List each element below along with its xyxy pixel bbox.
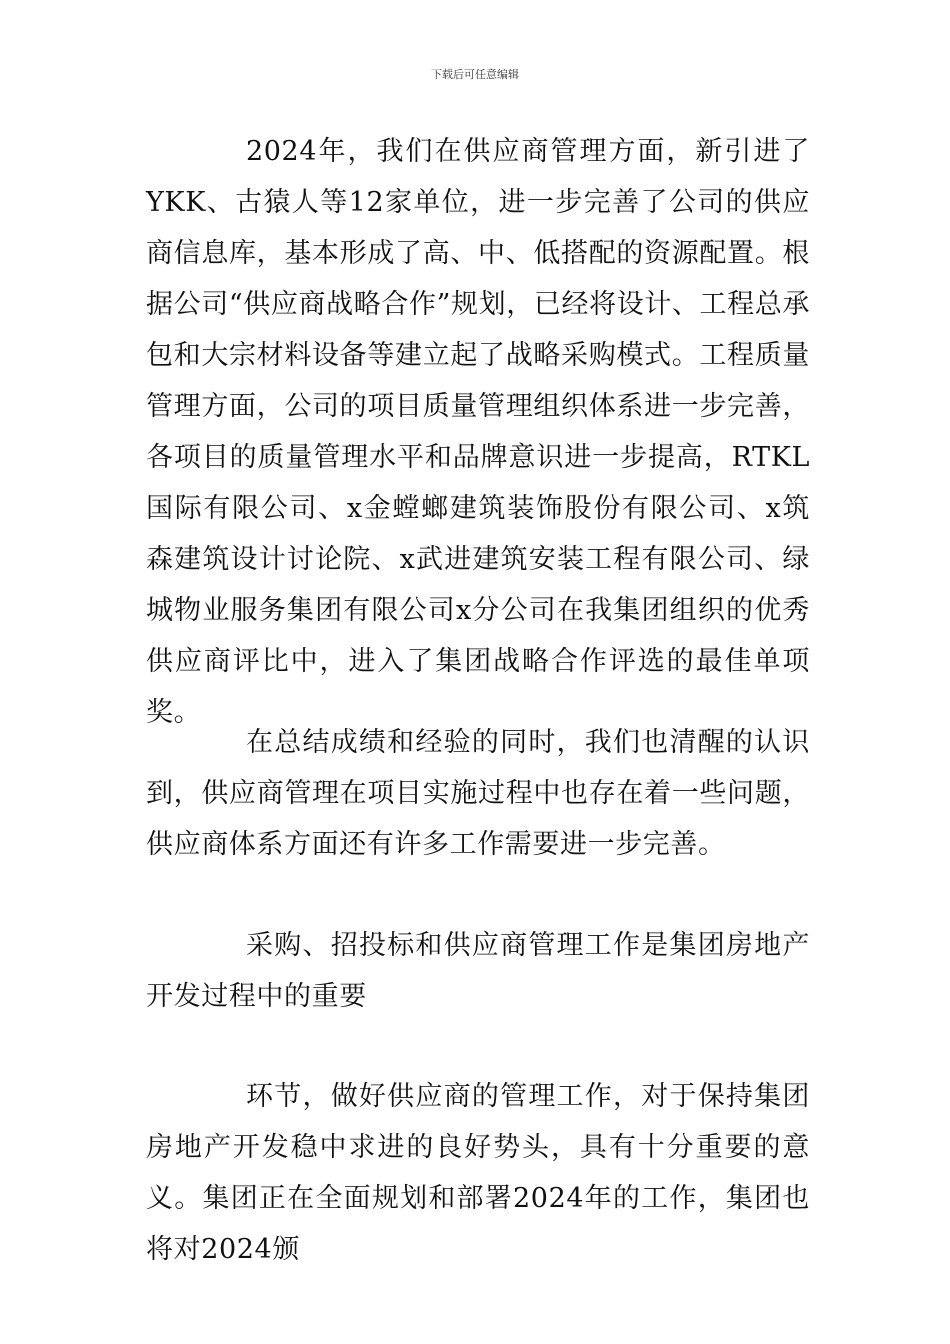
paragraph: 在总结成绩和经验的同时，我们也清醒的认识到，供应商管理在项目实施过程中也存在着一些问题，供应商体系方面还有许多工作需要进一步完善。: [146, 727, 810, 860]
paragraph: 环节，做好供应商的管理工作，对于保持集团房地产开发稳中求进的良好势头，具有十分重要的意义。集团正在全面规划和部署2024年的工作，集团也将对2024颁: [146, 1081, 810, 1265]
paragraph: 2024年，我们在供应商管理方面，新引进了YKK、古猿人等12家单位，进一步完善了公司的供应商信息库，基本形成了高、中、低搭配的资源配置。根据公司“供应商战略合作”规划，已经将设计、工程总承包和大宗材料设备等建立起了战略采购模式。工程质量管理方面，公司的项目质量管理组织体系进一步完善，各项目的质量管理水平和品牌意识进一步提高，RTKL国际有限公司、x金螳螂建筑装饰股份有限公司、x筑森建筑设计讨论院、x武进建筑安装工程有限公司、绿城物业服务集团有限公司x分公司在我集团组织的优秀供应商评比中，进入了集团战略合作评选的最佳单项奖。: [146, 136, 810, 728]
paragraph: 采购、招投标和供应商管理工作是集团房地产开发过程中的重要: [146, 930, 810, 1012]
page-header-note: 下载后可任意编辑: [431, 68, 519, 81]
